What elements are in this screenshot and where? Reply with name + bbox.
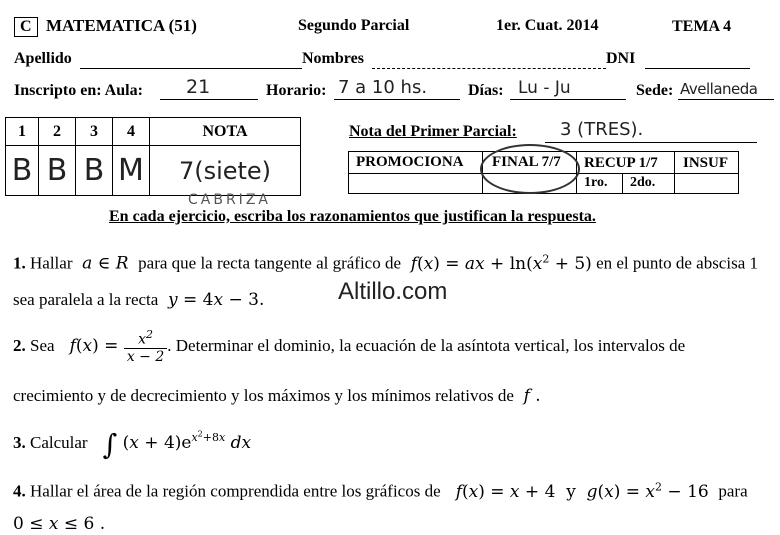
exercise-1-text-a: Hallar <box>30 253 73 273</box>
grade-table <box>5 117 301 196</box>
status-col-sep-3 <box>674 151 675 193</box>
grade-header-3: 3 <box>76 118 113 146</box>
surname-label: Apellido <box>14 50 72 67</box>
instruction-text: En cada ejercicio, escriba los razonamientos que justifican la respuesta. <box>109 208 596 225</box>
grader-signature: CABRIZA <box>188 192 271 208</box>
room-value: 21 <box>186 76 211 98</box>
grade-header-4: 4 <box>113 118 150 146</box>
exercise-2-function: f(x) = $\frac{x^2}{x - 2}$ <box>59 336 167 356</box>
exercise-1-text-c: en el punto de abscisa 1 <box>596 253 758 273</box>
topic-label: TEMA 4 <box>672 18 732 35</box>
grade-header-nota: NOTA <box>150 118 301 146</box>
status-recup: RECUP 1/7 <box>584 155 658 171</box>
exercise-3-number: 3. <box>13 433 26 452</box>
room-field[interactable] <box>160 99 258 100</box>
exercise-1-text-b: para que la recta tangente al gráfico de <box>138 253 402 273</box>
dni-label: DNI <box>606 50 636 67</box>
grade-value-nota: 7(siete) <box>150 146 301 196</box>
days-value: Lu - Ju <box>518 78 571 98</box>
exam-code-box: C <box>14 17 38 37</box>
surname-field[interactable] <box>80 68 302 69</box>
status-final: FINAL 7/7 <box>492 154 561 170</box>
names-field[interactable] <box>372 68 606 69</box>
exam-title: Segundo Parcial <box>298 17 410 34</box>
exercise-1-function: f(x) = ax + $\ln(x^2 + 5)$ <box>410 252 592 274</box>
exercise-2-fraction: $\frac{x^2}{x - 2}$ <box>124 328 167 365</box>
final-circle-mark <box>480 144 580 194</box>
exercise-3-text-a: Calcular <box>30 433 88 452</box>
status-insuf: INSUF <box>683 155 729 171</box>
exercise-4-text-a: Hallar el área de la región comprendida entre los gráficos de <box>30 481 441 501</box>
schedule-value: 7 a 10 hs. <box>338 77 428 98</box>
exercise-2 <box>13 328 685 365</box>
exercise-1-param: a ∈ R <box>82 253 129 274</box>
status-promociona: PROMOCIONA <box>356 154 464 170</box>
site-label: Sede: <box>636 82 674 99</box>
exercise-4-number: 4. <box>13 481 26 501</box>
recup-second: 2do. <box>630 175 656 190</box>
exercise-1-text-d: sea paralela a la recta <box>13 290 159 309</box>
grade-value-2: B <box>39 146 76 196</box>
site-value: Avellaneda <box>680 80 758 98</box>
exercise-4-range: 0 ≤ x ≤ 6 . <box>13 514 106 534</box>
enrolled-label: Inscripto en: Aula: <box>14 82 143 99</box>
schedule-field[interactable] <box>334 99 460 100</box>
exercise-4-text-b: para <box>718 481 748 501</box>
first-exam-value: 3 (TRES). <box>560 119 644 140</box>
exercise-2-text-c: crecimiento y de decrecimiento y los máximos y los mínimos relativos de <box>13 386 514 405</box>
exercise-2-line-2 <box>13 386 541 406</box>
first-exam-field <box>545 142 757 143</box>
grade-value-1: B <box>6 146 39 196</box>
exercise-1 <box>13 252 758 274</box>
days-field[interactable] <box>510 99 626 100</box>
term-label: 1er. Cuat. 2014 <box>496 17 599 34</box>
site-field[interactable] <box>678 99 774 100</box>
first-exam-label: Nota del Primer Parcial: <box>349 123 517 140</box>
exercise-1-line-eq: y = 4x − 3. <box>168 290 265 310</box>
exercise-3 <box>13 428 251 461</box>
exercise-4-functions: f(x) = x + 4 y $g(x) = x^2 - 16$ <box>455 480 715 502</box>
exercise-3-integral: ∫ $(x + 4)e^{x^2+8x}$ dx <box>102 428 252 461</box>
status-col-sep-4 <box>622 173 623 193</box>
exercise-1-number: 1. <box>13 253 26 273</box>
exercise-1-line-2 <box>13 290 264 310</box>
grade-value-4: M <box>113 146 150 196</box>
grade-header-1: 1 <box>6 118 39 146</box>
names-label: Nombres <box>302 50 364 67</box>
exercise-2-number: 2. <box>13 335 26 355</box>
recup-first: 1ro. <box>584 175 608 190</box>
days-label: Días: <box>468 82 504 99</box>
exercise-4 <box>13 480 748 502</box>
exercise-2-text-a: Sea <box>30 335 55 355</box>
grade-header-2: 2 <box>39 118 76 146</box>
subject-title: MATEMATICA (51) <box>46 16 197 35</box>
exercise-2-f: f . <box>523 386 541 406</box>
exercise-2-text-b: . Determinar el dominio, la ecuación de la asíntota vertical, los intervalos de <box>167 335 686 355</box>
grade-value-3: B <box>76 146 113 196</box>
schedule-label: Horario: <box>266 82 327 99</box>
dni-field[interactable] <box>645 68 750 69</box>
watermark: Altillo.com <box>338 278 448 305</box>
